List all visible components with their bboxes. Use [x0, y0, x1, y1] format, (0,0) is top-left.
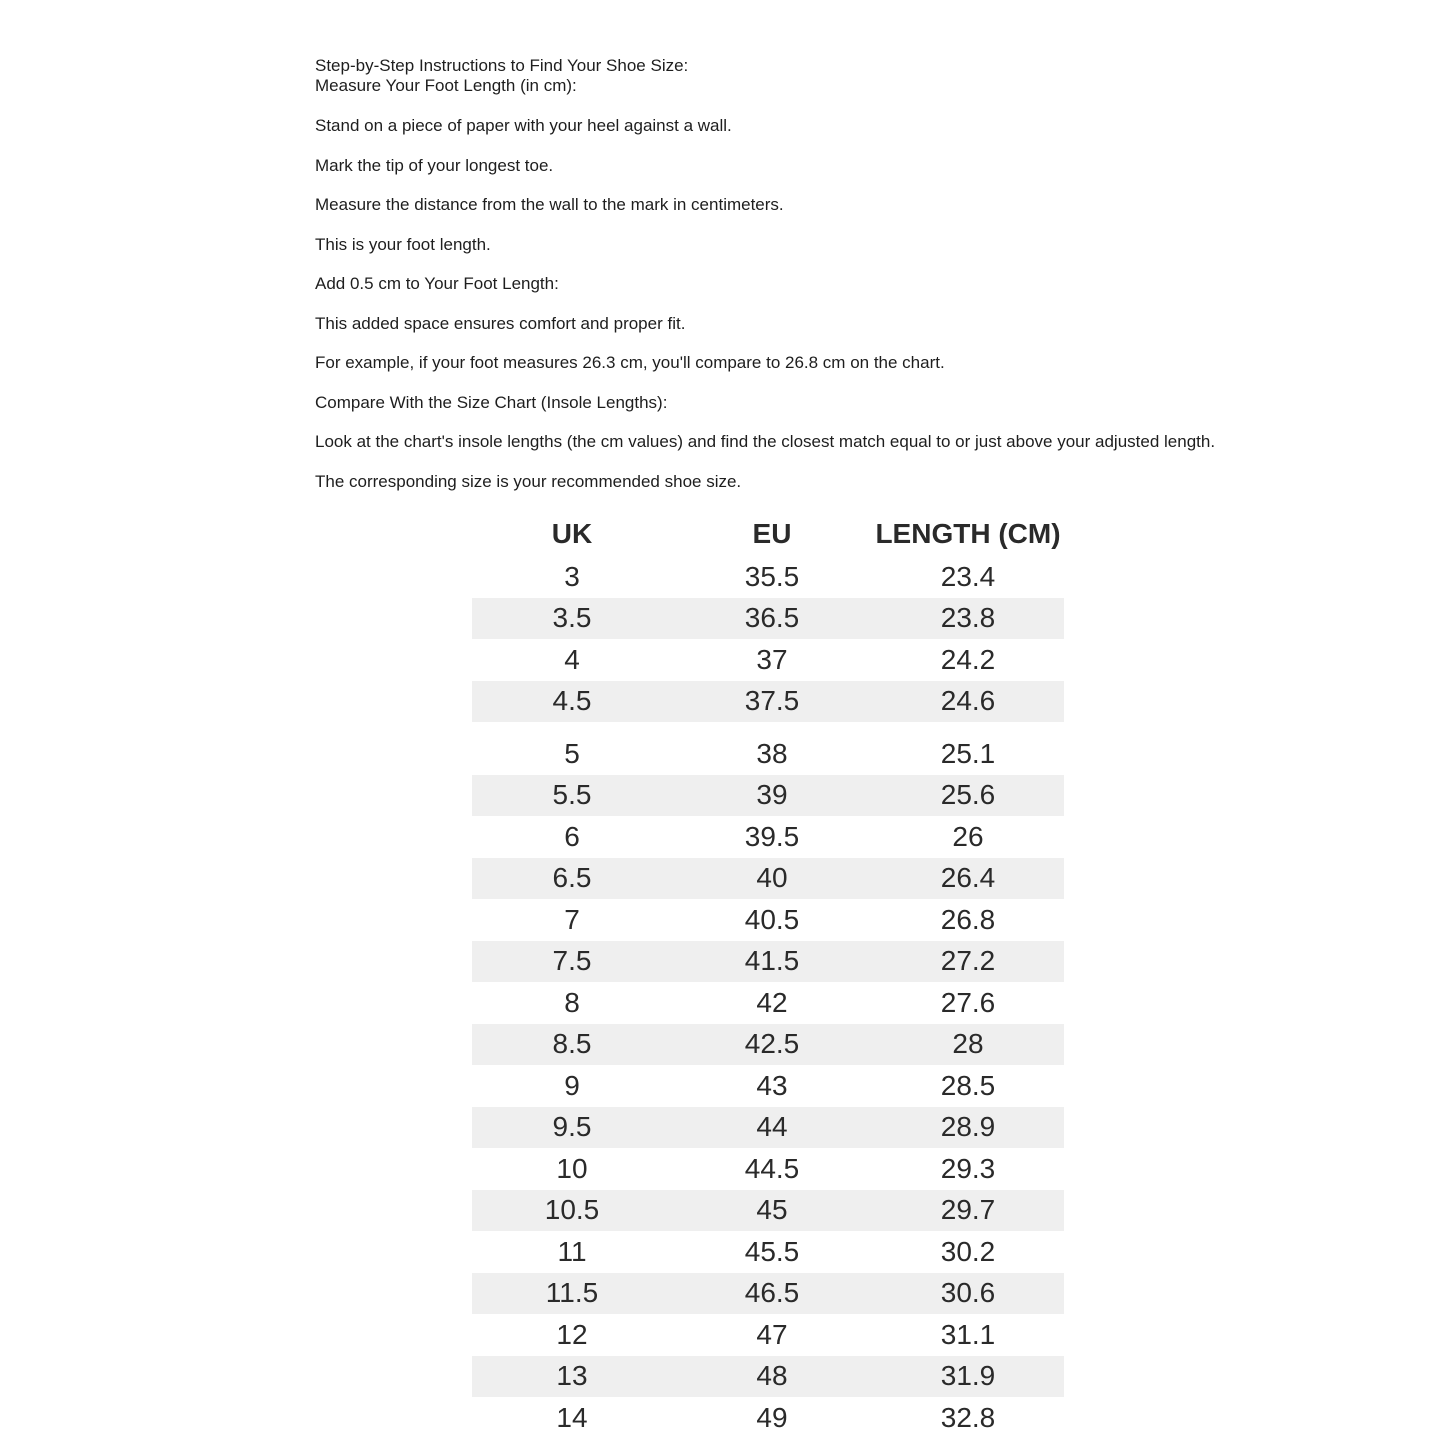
table-row: [472, 1356, 1064, 1398]
table-row: [472, 733, 1064, 775]
table-row: [472, 1190, 1064, 1232]
table-row: [472, 941, 1064, 983]
column-header-length-cm: LENGTH (CM): [875, 518, 1061, 549]
instruction-paragraph: Stand on a piece of paper with your heel against a wall.: [315, 116, 732, 135]
table-row: [472, 899, 1064, 941]
table-cell: 6: [564, 820, 580, 852]
table-row: [472, 681, 1064, 723]
instruction-paragraph: Mark the tip of your longest toe.: [315, 155, 554, 175]
table-cell: 29.7: [940, 1194, 996, 1226]
table-cell: 40.5: [744, 903, 800, 935]
size-chart-body: [472, 556, 1064, 1439]
table-cell: 8: [564, 986, 580, 1018]
instructions-section: [315, 56, 1235, 511]
table-cell: 31.1: [940, 1318, 996, 1350]
table-row: [472, 1397, 1064, 1439]
size-chart-table: [472, 512, 1064, 1439]
table-cell: 9: [564, 1069, 580, 1101]
table-cell: 9.5: [552, 1111, 592, 1143]
table-cell: 42.5: [744, 1028, 800, 1060]
table-cell: 45: [756, 1194, 788, 1226]
table-row: [472, 639, 1064, 681]
table-cell: 14: [556, 1401, 588, 1433]
table-cell: 3.5: [552, 602, 592, 634]
size-chart-header-row: [472, 512, 1064, 556]
table-cell: 25.6: [940, 779, 996, 811]
instructions-subtitle: Measure Your Foot Length (in cm):: [315, 76, 577, 95]
table-row: [472, 816, 1064, 858]
instruction-paragraph: Add 0.5 cm to Your Foot Length:: [315, 274, 559, 293]
table-cell: 7.5: [552, 945, 592, 977]
table-row: [472, 598, 1064, 640]
table-cell: 39.5: [744, 820, 800, 852]
table-cell: 8.5: [552, 1028, 592, 1060]
table-cell: 5: [564, 737, 580, 769]
table-cell: 47: [756, 1318, 788, 1350]
table-cell: 26: [952, 820, 984, 852]
table-cell: 44: [756, 1111, 788, 1143]
table-cell: 49: [756, 1401, 788, 1433]
table-row: [472, 1107, 1064, 1149]
table-row: [472, 556, 1064, 598]
instruction-paragraph: This is your foot length.: [315, 234, 491, 254]
table-cell: 26.4: [940, 862, 996, 894]
table-cell: 12: [556, 1318, 588, 1350]
table-cell: 40: [756, 862, 788, 894]
table-cell: 23.4: [940, 560, 996, 592]
instruction-paragraph: This added space ensures comfort and proper fit.: [315, 313, 686, 333]
table-cell: 30.2: [940, 1235, 996, 1267]
instruction-paragraph: For example, if your foot measures 26.3 cm, you'll compare to 26.8 cm on the chart.: [315, 353, 945, 372]
table-cell: 48: [756, 1360, 788, 1392]
table-row: [472, 1024, 1064, 1066]
table-cell: 28.9: [940, 1111, 996, 1143]
table-row: [472, 858, 1064, 900]
table-cell: 37.5: [744, 685, 800, 717]
table-cell: 10.5: [544, 1194, 600, 1226]
table-cell: 26.8: [940, 903, 996, 935]
table-row: [472, 982, 1064, 1024]
instruction-paragraph: Compare With the Size Chart (Insole Lengths):: [315, 392, 668, 412]
table-cell: 10: [556, 1152, 588, 1184]
table-cell: 27.6: [940, 986, 996, 1018]
table-row: [472, 1231, 1064, 1273]
table-cell: 35.5: [744, 560, 800, 592]
table-cell: 4: [564, 643, 580, 675]
table-cell: 32.8: [940, 1401, 996, 1433]
table-cell: 39: [756, 779, 788, 811]
table-cell: 13: [556, 1360, 588, 1392]
table-cell: 46.5: [744, 1277, 800, 1309]
table-cell: 36.5: [744, 602, 800, 634]
table-cell: 28: [952, 1028, 984, 1060]
table-cell: 43: [756, 1069, 788, 1101]
table-cell: 42: [756, 986, 788, 1018]
table-cell: 38: [756, 737, 788, 769]
table-row: [472, 1148, 1064, 1190]
table-cell: 31.9: [940, 1360, 996, 1392]
table-cell: 45.5: [744, 1235, 800, 1267]
instructions-title-block: [315, 56, 1235, 96]
table-row: [472, 1314, 1064, 1356]
table-cell: 28.5: [940, 1069, 996, 1101]
instructions-title: Step-by-Step Instructions to Find Your Shoe Size:: [315, 56, 689, 75]
table-cell: 41.5: [744, 945, 800, 977]
table-cell: 11: [557, 1235, 587, 1267]
table-cell: 6.5: [552, 862, 592, 894]
table-cell: 3: [564, 560, 580, 592]
table-cell: 24.6: [940, 685, 996, 717]
table-cell: 23.8: [940, 602, 996, 634]
table-cell: 29.3: [940, 1152, 996, 1184]
table-row: [472, 775, 1064, 817]
instruction-paragraphs: [315, 116, 1235, 492]
table-cell: 30.6: [940, 1277, 996, 1309]
table-cell: 5.5: [552, 779, 592, 811]
table-cell: 24.2: [940, 643, 996, 675]
table-cell: 11.5: [545, 1277, 599, 1309]
instruction-paragraph: Measure the distance from the wall to the mark in centimeters.: [315, 195, 784, 214]
table-cell: 25.1: [940, 737, 996, 769]
table-cell: 7: [564, 903, 580, 935]
table-row: [472, 1065, 1064, 1107]
column-header-eu: EU: [752, 518, 792, 549]
column-header-uk: UK: [551, 518, 593, 549]
instruction-paragraph: Look at the chart's insole lengths (the cm values) and find the closest match equal to or just above your adjusted length.: [315, 432, 1216, 451]
table-cell: 44.5: [744, 1152, 800, 1184]
table-cell: 37: [756, 643, 788, 675]
instruction-paragraph: The corresponding size is your recommended shoe size.: [315, 471, 742, 491]
table-row: [472, 1273, 1064, 1315]
table-cell: 27.2: [940, 945, 996, 977]
table-cell: 4.5: [552, 685, 592, 717]
